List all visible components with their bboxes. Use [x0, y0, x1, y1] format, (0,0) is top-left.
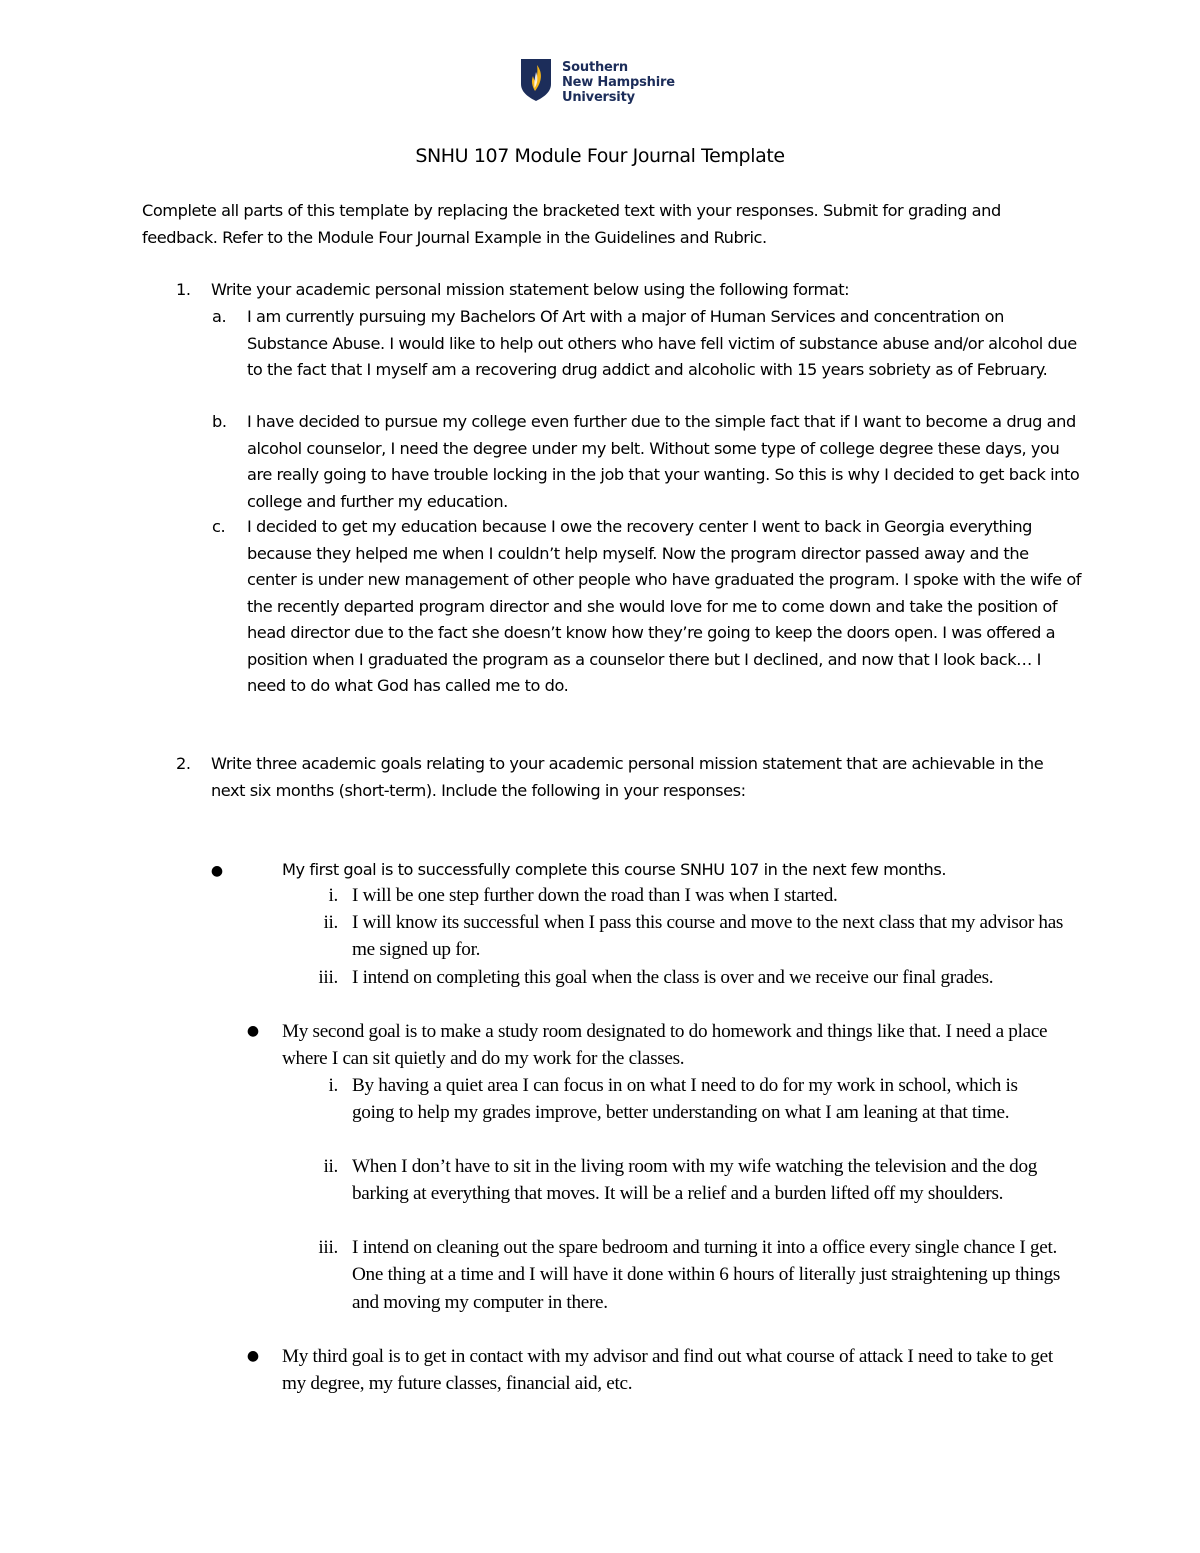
- bullet-icon: ●: [210, 863, 224, 879]
- point-label: i.: [328, 885, 338, 906]
- intro-paragraph: Complete all parts of this template by replacing the bracketed text with your responses. Submit for grading and feedback. Refer to the Module Four Journal Example in the Guidelines and Rubric.: [142, 201, 1001, 247]
- logo-line-southern: Southern: [562, 60, 628, 75]
- sub-item-a: [212, 304, 1082, 384]
- point-text: I intend on completing this goal when the class is over and we receive our final grades.: [352, 967, 994, 988]
- sub-item-c: [212, 514, 1082, 700]
- list-item-number: 2.: [176, 754, 191, 773]
- goal-2-point-iii: [304, 1234, 1064, 1316]
- point-text: I intend on cleaning out the spare bedroom and turning it into a office every single chance I get. One thing at a time and I will have it done within 6 hours of literally just straightening up things and moving my computer in there.: [352, 1237, 1061, 1313]
- point-label: ii.: [323, 912, 338, 933]
- list-item-number: 1.: [176, 280, 191, 299]
- list-item-text: Write your academic personal mission statement below using the following format:: [211, 280, 850, 299]
- sub-item-text: I have decided to pursue my college even further due to the simple fact that if I want to become a drug and alcohol counselor, I need the degree under my belt. Without some type of college degree these days, you are really going to have trouble locking in the job that your wanting. So this is why I decided to get back into college and further my education.: [247, 412, 1080, 511]
- list-item-text: Write three academic goals relating to your academic personal mission statement that are achievable in the next six months (short-term). Include the following in your responses:: [211, 754, 1044, 800]
- university-logo: [520, 58, 675, 105]
- sub-item-label: a.: [212, 307, 227, 326]
- goal-2-point-ii: [304, 1153, 1064, 1208]
- point-label: iii.: [318, 1237, 338, 1258]
- point-label: i.: [328, 1075, 338, 1096]
- point-label: ii.: [323, 1156, 338, 1177]
- sub-item-label: c.: [212, 517, 226, 536]
- logo-line-new-hampshire: New Hampshire: [562, 75, 675, 90]
- point-label: iii.: [318, 967, 338, 988]
- shield-flame-icon: [520, 58, 552, 102]
- goal-1-point-i: [304, 882, 1064, 909]
- point-text: I will know its successful when I pass this course and move to the next class that my advisor has me signed up for.: [352, 912, 1064, 961]
- goal-3-text: My third goal is to get in contact with my advisor and find out what course of attack I need to take to get my degree, my future classes, financial aid, etc.: [282, 1346, 1053, 1395]
- university-name: [562, 60, 675, 105]
- logo-line-university: University: [562, 90, 635, 105]
- page-title: SNHU 107 Module Four Journal Template: [415, 145, 785, 167]
- goal-1-point-ii: [304, 909, 1064, 964]
- goal-1-text: My first goal is to successfully complete this course SNHU 107 in the next few months.: [282, 860, 947, 879]
- sub-item-text: I am currently pursuing my Bachelors Of Art with a major of Human Services and concentration on Substance Abuse. I would like to help out others who have fell victim of substance abuse and/or alcohol due to the fact that I myself am a recovering drug addict and alcoholic with 15 years sobriety as of February.: [247, 307, 1077, 379]
- bullet-icon: ●: [246, 1023, 260, 1039]
- point-text: By having a quiet area I can focus in on what I need to do for my work in school, which is going to help my grades improve, better understanding on what I am leaning at that time.: [352, 1075, 1018, 1124]
- sub-item-b: [212, 409, 1082, 515]
- goal-1-point-iii: [304, 964, 1064, 991]
- list-item-2: [176, 751, 1076, 804]
- goal-2-point-i: [304, 1072, 1064, 1127]
- sub-item-text: I decided to get my education because I owe the recovery center I went to back in Georgia everything because they helped me when I couldn’t help myself. Now the program director passed away and the center is under new management of other people who have graduated the program. I spoke with the wife of the recently departed program director and she would love for me to come down and take the position of head director due to the fact she doesn’t know how they’re going to keep the doors open. I was offered a position when I graduated the program as a counselor there but I declined, and now that I look back… I need to do what God has called me to do.: [247, 517, 1082, 695]
- point-text: I will be one step further down the road than I was when I started.: [352, 885, 838, 906]
- bullet-icon: ●: [246, 1348, 260, 1364]
- sub-item-label: b.: [212, 412, 227, 431]
- list-item-1: [176, 277, 1076, 304]
- point-text: When I don’t have to sit in the living room with my wife watching the television and the dog barking at everything that moves. It will be a relief and a burden lifted off my shoulders.: [352, 1156, 1038, 1205]
- goal-2-text: My second goal is to make a study room designated to do homework and things like that. I need a place where I can sit quietly and do my work for the classes.: [282, 1021, 1048, 1070]
